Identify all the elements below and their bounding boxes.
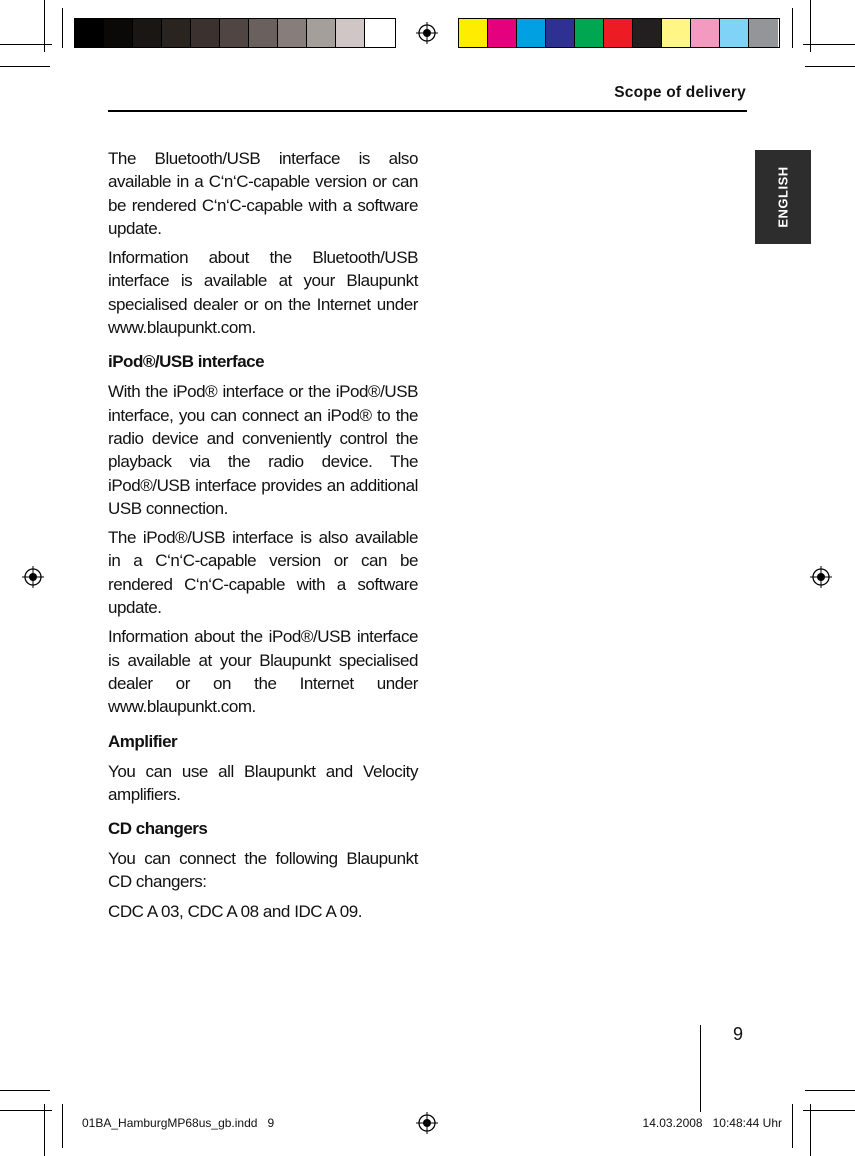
crop-mark <box>44 0 45 52</box>
color-swatch <box>365 19 394 47</box>
crop-mark <box>0 1090 50 1091</box>
registration-mark-icon <box>810 566 832 588</box>
color-swatch <box>633 19 662 47</box>
color-swatch <box>133 19 162 47</box>
page-number-rule <box>700 1025 701 1112</box>
color-swatch <box>104 19 133 47</box>
color-swatch <box>162 19 191 47</box>
section-title: Scope of delivery <box>614 84 746 101</box>
color-swatch <box>307 19 336 47</box>
crop-mark <box>792 8 793 48</box>
color-swatch <box>191 19 220 47</box>
crop-mark <box>62 1104 63 1148</box>
crop-mark <box>62 8 63 48</box>
color-swatch <box>691 19 720 47</box>
color-swatch <box>220 19 249 47</box>
crop-mark <box>810 1104 811 1156</box>
color-swatch <box>749 19 778 47</box>
page-number: 9 <box>733 1024 744 1044</box>
paragraph: The iPod®/USB interface is also available in a C‘n‘C-capable version or can be rendered C‘n‘C-capable with a software update. <box>108 528 418 618</box>
crop-mark <box>792 1104 793 1148</box>
color-swatch <box>278 19 307 47</box>
color-swatch <box>75 19 104 47</box>
crop-mark <box>0 66 50 67</box>
color-swatch <box>604 19 633 47</box>
text-column <box>108 147 418 929</box>
color-swatch <box>546 19 575 47</box>
registration-mark-icon <box>22 566 44 588</box>
paragraph: You can use all Blaupunkt and Velocity amplifiers. <box>108 761 418 804</box>
crop-mark <box>810 0 811 52</box>
footer-filename: 01BA_HamburgMP68us_gb.indd 9 <box>82 1116 275 1130</box>
language-tab <box>755 150 811 244</box>
header-rule <box>108 110 747 112</box>
color-swatch <box>249 19 278 47</box>
language-tab-label: ENGLISH <box>775 166 791 228</box>
registration-mark-icon <box>416 22 438 44</box>
paragraph: You can connect the following Blaupunkt CD changers: <box>108 849 418 892</box>
registration-mark-icon <box>416 1112 438 1134</box>
crop-mark <box>805 66 855 67</box>
color-calibration-bar <box>458 18 780 48</box>
heading-cd-changers: CD changers <box>108 819 208 839</box>
color-swatch <box>459 19 488 47</box>
crop-mark <box>805 1090 855 1091</box>
paragraph: With the iPod® interface or the iPod®/USB interface, you can connect an iPod® to the radio device and conveniently control the playback via the radio device. The iPod®/USB interface provides an additional USB connection. <box>108 382 418 518</box>
paragraph: The Bluetooth/USB interface is also available in a C‘n‘C-capable version or can be rendered C‘n‘C-capable with a software update. <box>108 149 418 238</box>
paragraph: Information about the Bluetooth/USB interface is available at your Blaupunkt specialised dealer or on the Internet under www.blaupunkt.com. <box>108 248 418 338</box>
color-swatch <box>575 19 604 47</box>
color-swatch <box>662 19 691 47</box>
color-swatch <box>336 19 365 47</box>
color-swatch <box>720 19 749 47</box>
gray-calibration-bar <box>74 18 396 48</box>
color-swatch <box>488 19 517 47</box>
color-swatch <box>517 19 546 47</box>
heading-ipod-usb-interface: iPod®/USB interface <box>108 352 265 372</box>
footer-timestamp: 14.03.2008 10:48:44 Uhr <box>642 1116 782 1130</box>
paragraph: Information about the iPod®/USB interface is available at your Blaupunkt specialised dealer or on the Internet under www.blaupunkt.com. <box>108 627 418 717</box>
paragraph: CDC A 03, CDC A 08 and IDC A 09. <box>108 901 362 921</box>
crop-mark <box>44 1104 45 1156</box>
heading-amplifier: Amplifier <box>108 731 178 751</box>
